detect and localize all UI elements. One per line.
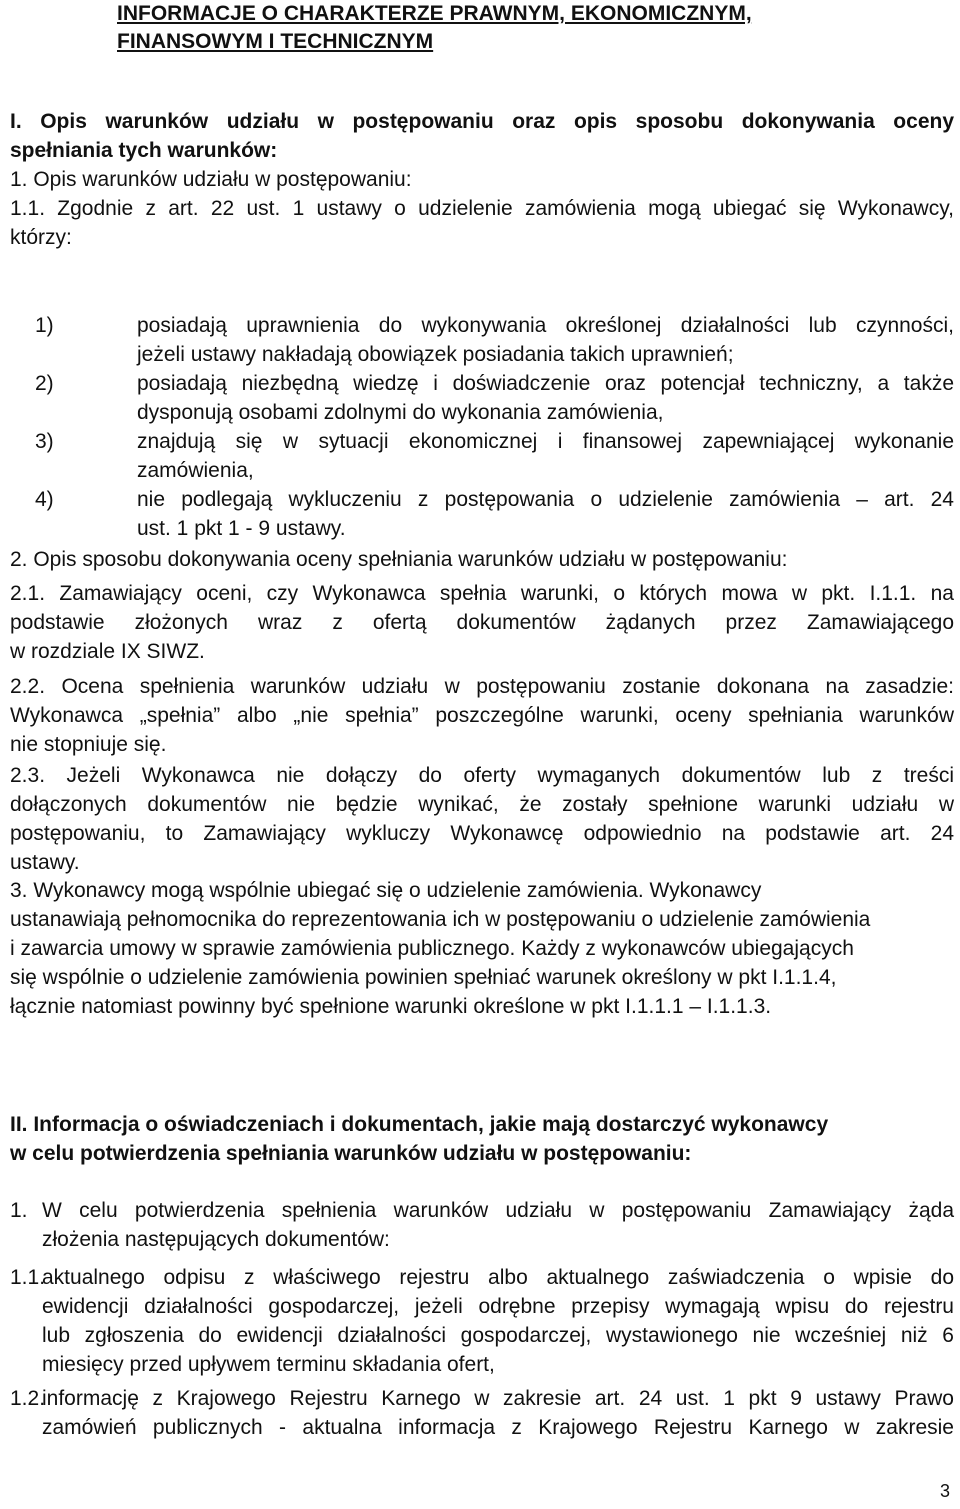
list-item-number: 3) (35, 430, 54, 453)
list-item-number: 1. (10, 1199, 28, 1222)
subsection-1-1 (10, 195, 954, 253)
paragraph-line: łącznie natomiast powinny być spełnione warunki określone w pkt I.1.1.1 – I.1.1.3. (10, 995, 772, 1018)
subsection-1-heading: 1. Opis warunków udziału w postępowaniu: (10, 168, 412, 191)
list-item-line-2: ust. 1 pkt 1 - 9 ustawy. (137, 517, 346, 540)
paragraph-line: Wykonawca „spełnia” albo „nie spełnia” poszczególne warunki, oceny spełniania warunków (10, 704, 954, 727)
paragraph-line: 2.2. Ocena spełnienia warunków udziału w postępowaniu zostanie dokonana na zasadzie: (10, 675, 954, 698)
subsection-1-1-line-2: którzy: (10, 226, 72, 249)
paragraph-line: 2.1. Zamawiający oceni, czy Wykonawca spełnia warunki, o których mowa w pkt. I.1.1. na (10, 582, 954, 605)
subsection-3 (10, 877, 954, 1022)
list-item-line-1: W celu potwierdzenia spełnienia warunków udziału w postępowaniu Zamawiający żąda (42, 1199, 954, 1222)
subsection-2-3 (10, 762, 954, 878)
section-2-item-1 (10, 1197, 954, 1255)
paragraph-line: się wspólnie o udzielenie zamówienia powinien spełniać warunek określony w pkt I.1.1.4, (10, 966, 837, 989)
list-item-line-1: posiadają niezbędną wiedzę i doświadczenie oraz potencjał techniczny, a także (137, 372, 954, 395)
list-item-line-1: posiadają uprawnienia do wykonywania określonej działalności lub czynności, (137, 314, 954, 337)
list-item-line: zamówień publicznych - aktualna informacja z Krajowego Rejestru Karnego w zakresie (42, 1416, 954, 1439)
section-2-heading-line-1: II. Informacja o oświadczeniach i dokumentach, jakie mają dostarczyć wykonawcy (10, 1113, 829, 1136)
document-item (10, 1264, 954, 1380)
paragraph-line: ustawy. (10, 851, 80, 874)
title-line-1: INFORMACJE O CHARAKTERZE PRAWNYM, EKONOMICZNYM, (117, 2, 752, 25)
subsection-2-2 (10, 673, 954, 760)
paragraph-line: 3. Wykonawcy mogą wspólnie ubiegać się o udzielenie zamówienia. Wykonawcy (10, 879, 762, 902)
list-item-line-2: dysponują osobami zdolnymi do wykonania zamówienia, (137, 401, 664, 424)
list-item-number: 1.1. (10, 1266, 46, 1289)
section-1-heading-line-2: spełniania tych warunków: (10, 139, 278, 162)
list-item-number: 1) (35, 314, 54, 337)
section-2-heading (10, 1111, 954, 1169)
conditions-list (10, 312, 954, 544)
subsection-1-1-line-1: 1.1. Zgodnie z art. 22 ust. 1 ustawy o udzielenie zamówienia mogą ubiegać się Wykonawcy, (10, 197, 954, 220)
paragraph-line: i zawarcia umowy w sprawie zamówienia publicznego. Każdy z wykonawców ubiegających (10, 937, 854, 960)
list-item (10, 428, 954, 486)
list-item-line-2: złożenia następujących dokumentów: (42, 1228, 390, 1251)
list-item-number: 1.2. (10, 1387, 46, 1410)
list-item-line-2: zamówienia, (137, 459, 254, 482)
list-item-line: ewidencji działalności gospodarczej, jeżeli odrębne przepisy wymagają wpisu do rejestru (42, 1295, 954, 1318)
page-number: 3 (940, 1481, 951, 1501)
document-item (10, 1385, 954, 1443)
list-item-line: informację z Krajowego Rejestru Karnego w zakresie art. 24 ust. 1 pkt 9 ustawy Prawo (42, 1387, 954, 1410)
document-title (117, 0, 937, 56)
paragraph-line: postępowaniu, to Zamawiający wykluczy Wykonawcę odpowiednio na podstawie art. 24 (10, 822, 954, 845)
list-item-line-2: jeżeli ustawy nakładają obowiązek posiadania takich uprawnień; (137, 343, 734, 366)
section-1-heading-line-1: I. Opis warunków udziału w postępowaniu oraz opis sposobu dokonywania oceny (10, 110, 954, 133)
section-1-heading (10, 108, 954, 166)
subsection-2-heading: 2. Opis sposobu dokonywania oceny spełniania warunków udziału w postępowaniu: (10, 548, 788, 571)
paragraph-line: 2.3. Jeżeli Wykonawca nie dołączy do oferty wymaganych dokumentów lub z treści (10, 764, 954, 787)
title-line-2: FINANSOWYM I TECHNICZNYM (117, 30, 434, 53)
subsection-2-1 (10, 580, 954, 667)
list-item (10, 486, 954, 544)
list-item-number: 4) (35, 488, 54, 511)
paragraph-line: nie stopniuje się. (10, 733, 167, 756)
list-item-number: 2) (35, 372, 54, 395)
list-item-line: lub zgłoszenia do ewidencji działalności gospodarczej, wystawionego nie wcześniej niż 6 (42, 1324, 954, 1347)
paragraph-line: w rozdziale IX SIWZ. (10, 640, 205, 663)
list-item-line: aktualnego odpisu z właściwego rejestru albo aktualnego zaświadczenia o wpisie do (42, 1266, 954, 1289)
list-item-line-1: znajdują się w sytuacji ekonomicznej i finansowej zapewniającej wykonanie (137, 430, 954, 453)
list-item-line-1: nie podlegają wykluczeniu z postępowania o udzielenie zamówienia – art. 24 (137, 488, 954, 511)
paragraph-line: podstawie złożonych wraz z ofertą dokumentów żądanych przez Zamawiającego (10, 611, 954, 634)
list-item-line: miesięcy przed upływem terminu składania ofert, (42, 1353, 495, 1376)
list-item (10, 370, 954, 428)
section-2-heading-line-2: w celu potwierdzenia spełniania warunków udziału w postępowaniu: (10, 1142, 692, 1165)
paragraph-line: ustanawiają pełnomocnika do reprezentowania ich w postępowaniu o udzielenie zamówienia (10, 908, 871, 931)
paragraph-line: dołączonych dokumentów nie będzie wynikać, że zostały spełnione warunki udziału w (10, 793, 954, 816)
list-item (10, 312, 954, 370)
